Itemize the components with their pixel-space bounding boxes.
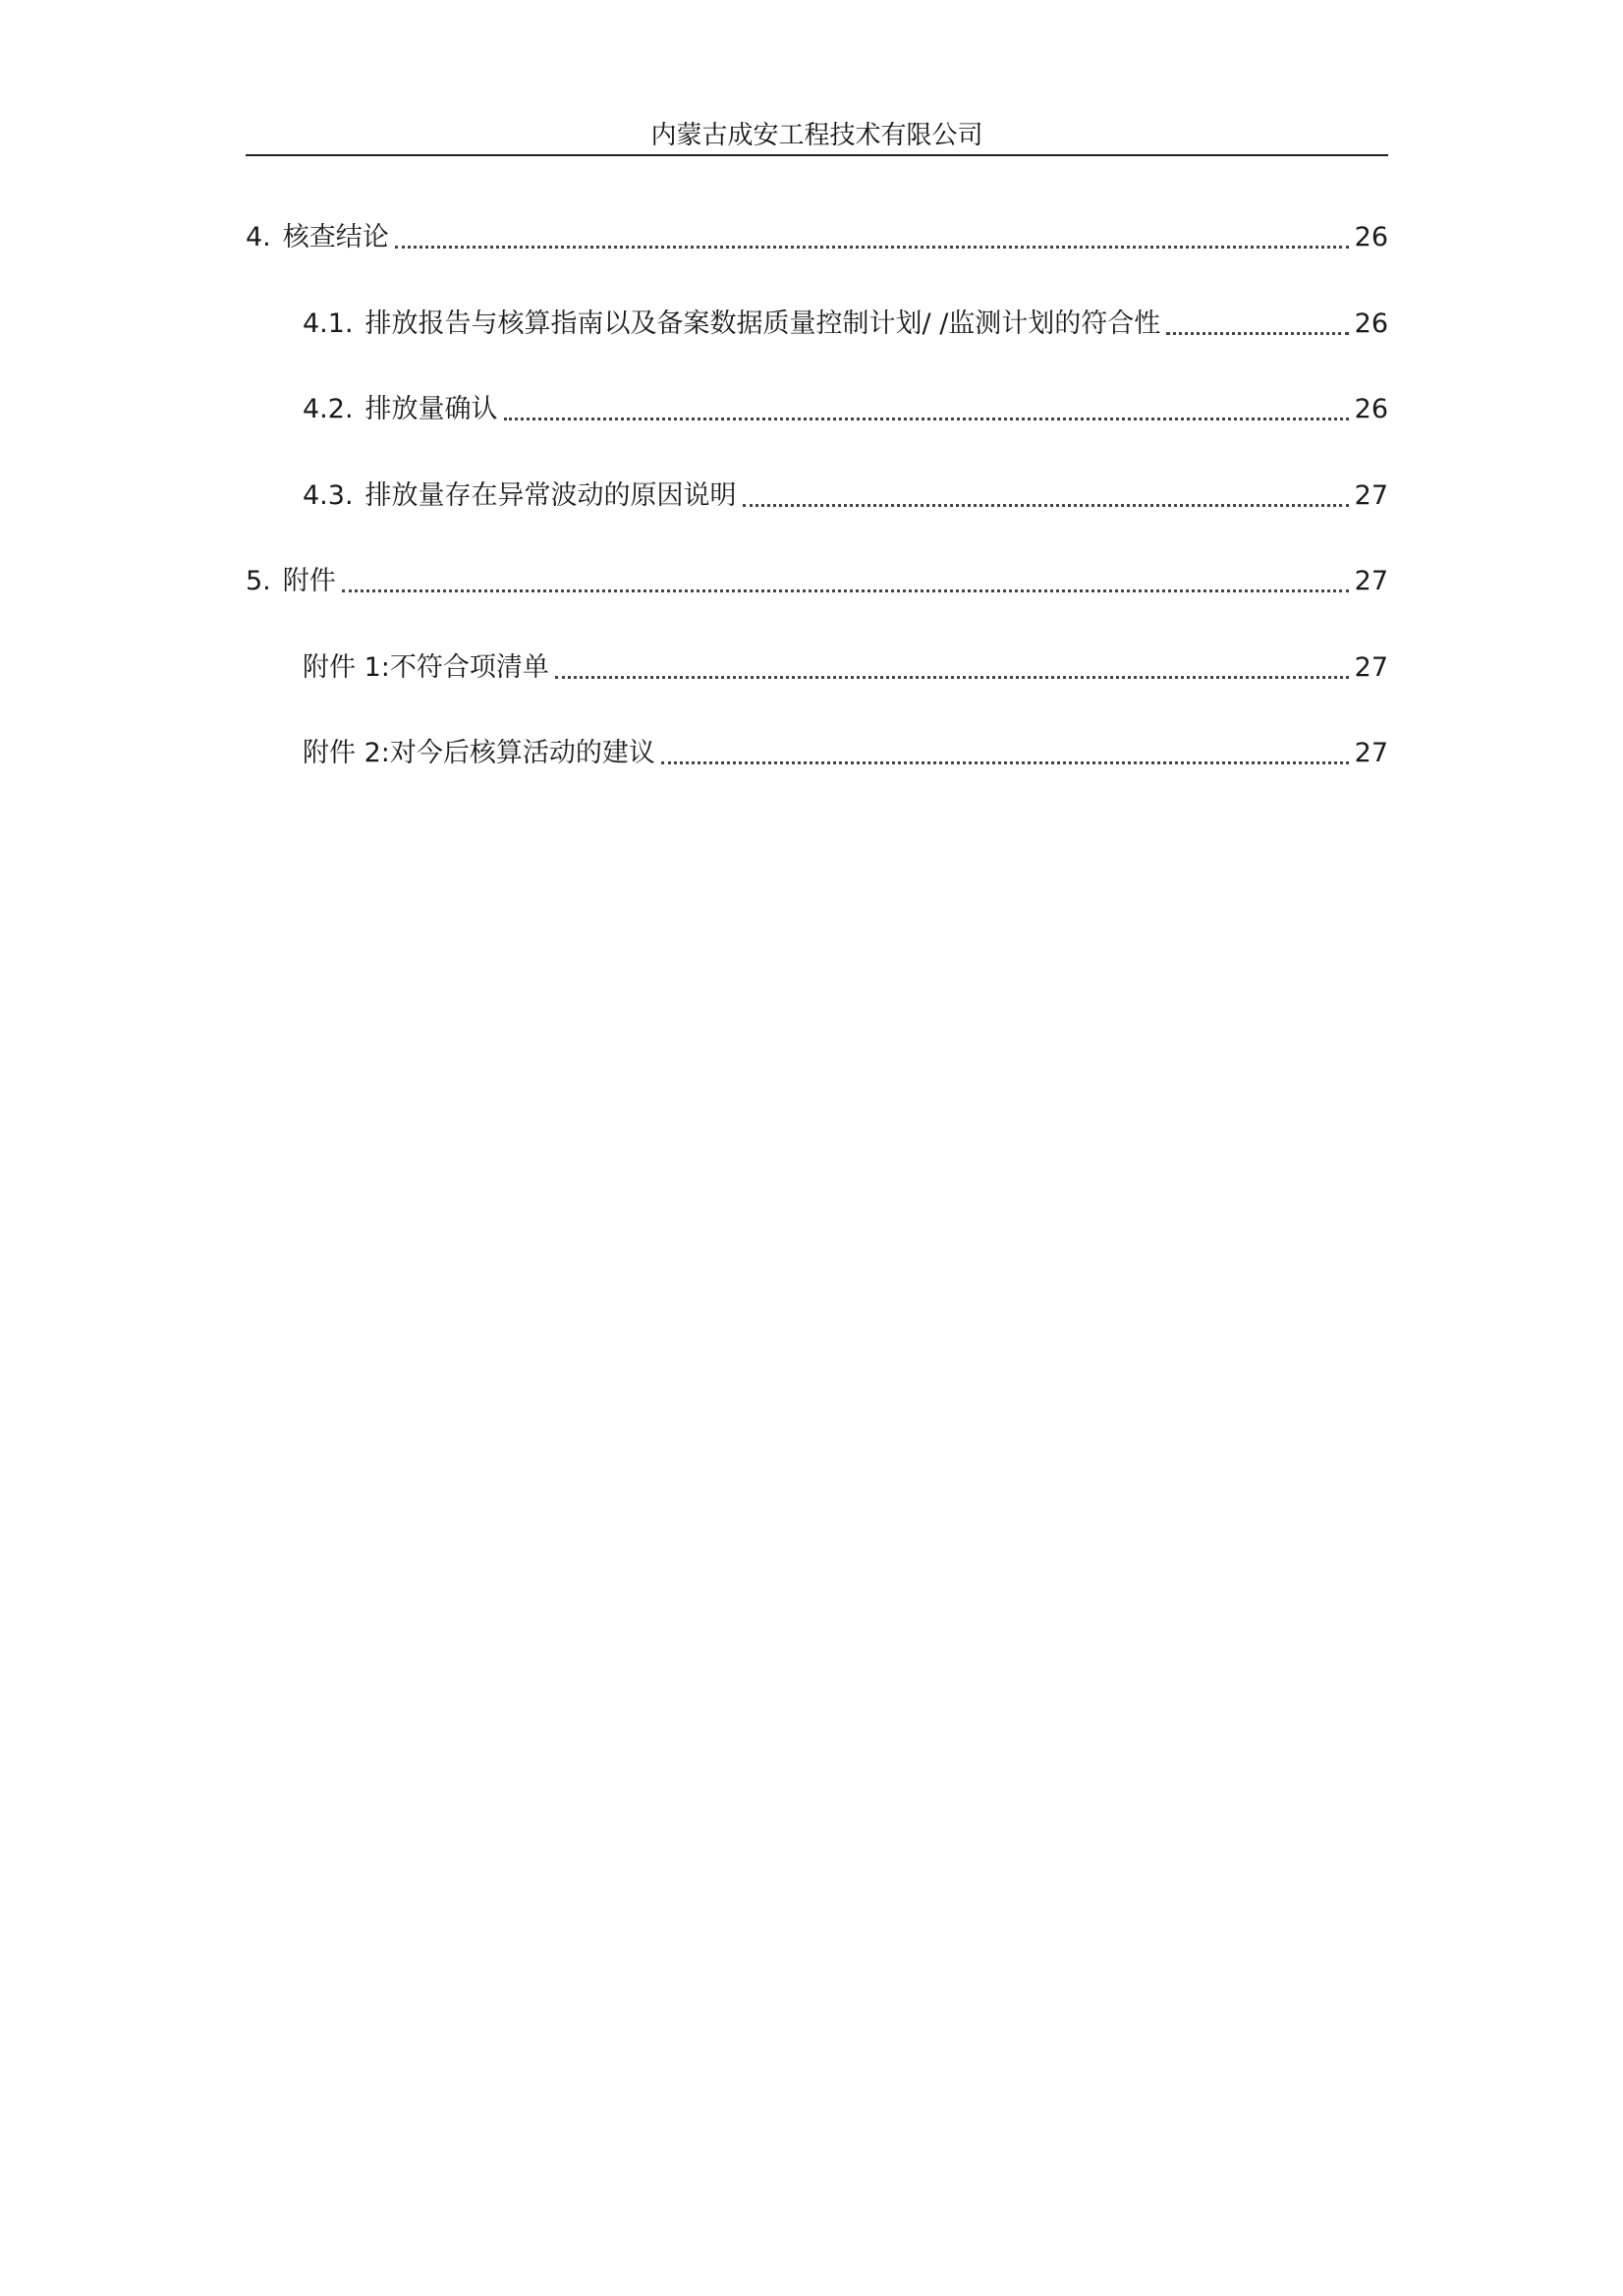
- toc-dot-leader: [395, 246, 1349, 249]
- page-header-company: 内蒙古成安工程技术有限公司: [650, 121, 983, 150]
- toc-entry-title: 排放量存在异常波动的原因说明: [364, 479, 737, 511]
- toc-entry-title: 附件 2:对今后核算活动的建议: [303, 738, 655, 768]
- toc-entry-5[interactable]: [246, 560, 1388, 603]
- toc-entry-title: 附件 1:不符合项清单: [303, 651, 549, 683]
- toc-entry-title: 核查结论: [282, 222, 389, 252]
- toc-entry-page: 27: [1354, 566, 1388, 596]
- toc-entry-4-2[interactable]: [246, 388, 1388, 431]
- toc-entry-number: 4.3.: [303, 479, 354, 511]
- toc-dot-leader: [743, 504, 1349, 507]
- toc-entry-page: 26: [1354, 394, 1388, 424]
- toc-dot-leader: [1166, 332, 1348, 335]
- toc-entry-number: 4.1.: [303, 308, 354, 339]
- toc-entry-page: 27: [1354, 738, 1388, 768]
- toc-entry-page: 26: [1354, 222, 1388, 252]
- table-of-contents: [246, 216, 1388, 818]
- toc-entry-title: 排放报告与核算指南以及备案数据质量控制计划/ /监测计划的符合性: [364, 308, 1161, 339]
- toc-entry-title: 排放量确认: [364, 394, 498, 424]
- toc-entry-attachment-1[interactable]: [246, 646, 1388, 690]
- toc-entry-page: 27: [1354, 479, 1388, 511]
- toc-dot-leader: [555, 676, 1349, 679]
- toc-entry-number: 4.: [246, 222, 271, 252]
- toc-entry-page: 27: [1354, 651, 1388, 683]
- toc-entry-page: 26: [1354, 308, 1388, 339]
- toc-entry-4-3[interactable]: [246, 475, 1388, 518]
- toc-dot-leader: [504, 418, 1349, 420]
- toc-dot-leader: [661, 761, 1349, 764]
- toc-entry-4[interactable]: [246, 216, 1388, 259]
- toc-entry-attachment-2[interactable]: [246, 732, 1388, 775]
- toc-entry-number: 4.2.: [303, 394, 354, 424]
- toc-entry-4-1[interactable]: [246, 303, 1388, 346]
- toc-entry-number: 5.: [246, 566, 271, 596]
- toc-dot-leader: [342, 589, 1349, 592]
- toc-entry-title: 附件: [282, 566, 336, 596]
- header-rule: [246, 154, 1388, 156]
